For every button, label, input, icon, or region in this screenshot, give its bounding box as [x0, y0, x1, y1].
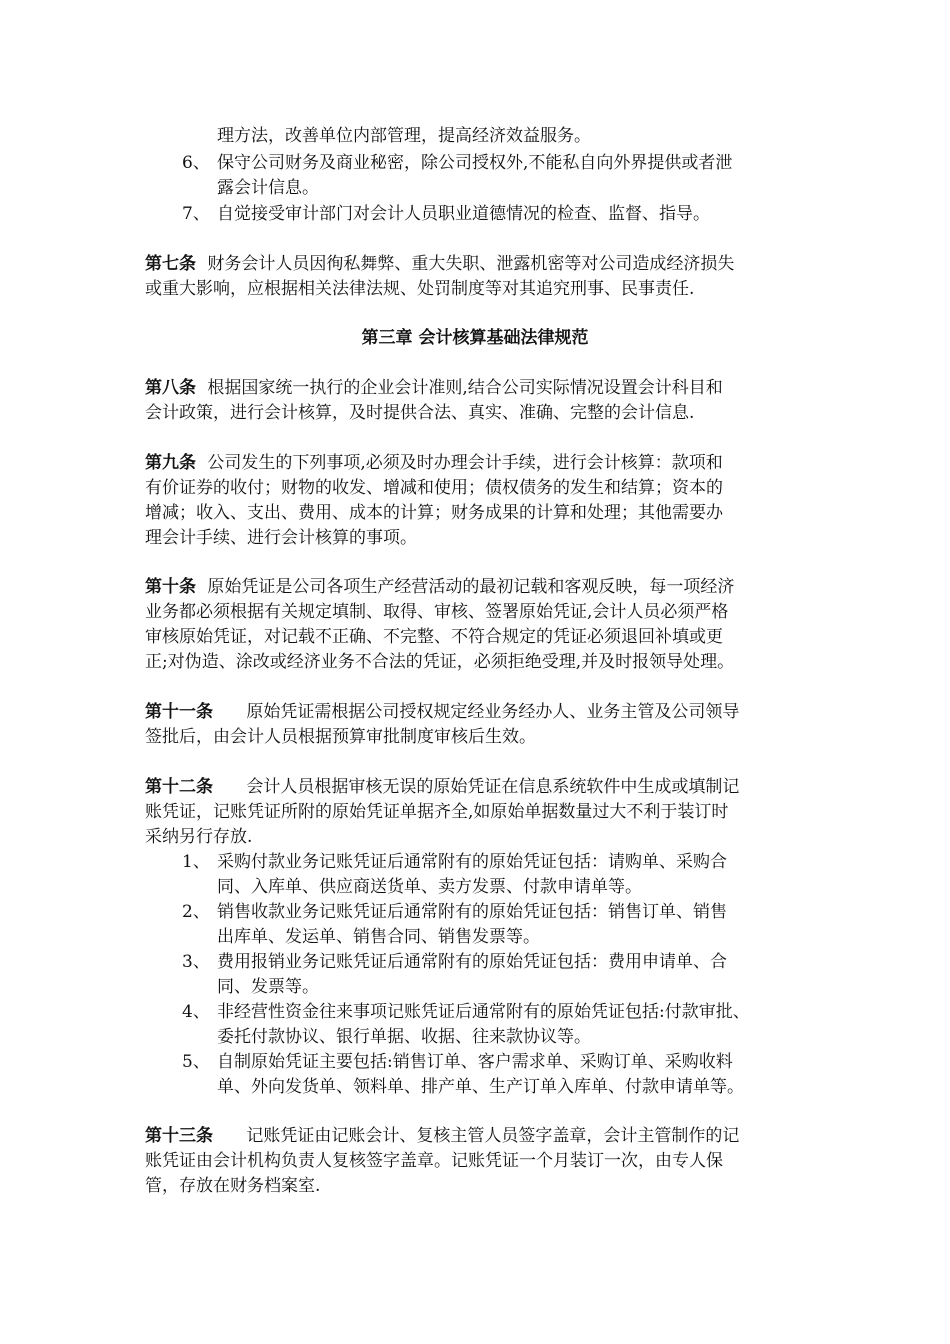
article-12-item-5-line-1: 自制原始凭证主要包括:销售订单、客户需求单、采购订单、采购收料 — [217, 1052, 733, 1072]
article-10-line-3: 审核原始凭证，对记载不正确、不完整、不符合规定的凭证必须退回补填或更 — [145, 627, 723, 647]
article-9-line-1 — [145, 451, 723, 476]
article-11-label: 第十一条 — [145, 702, 213, 722]
article-10-text-1: 原始凭证是公司各项生产经营活动的最初记载和客观反映，每一项经济 — [207, 577, 735, 597]
article-12-line-2: 账凭证，记账凭证所附的原始凭证单据齐全,如原始单据数量过大不利于装订时 — [145, 802, 729, 822]
article-12-item-1-number: 1、 — [182, 852, 210, 872]
article-9-line-3: 增减；收入、支出、费用、成本的计算；财务成果的计算和处理；其他需要办 — [145, 503, 723, 523]
article-10-label: 第十条 — [145, 577, 196, 597]
article-8-line-1 — [145, 376, 723, 401]
list-item-7-line-1: 自觉接受审计部门对会计人员职业道德情况的检查、监督、指导。 — [217, 204, 710, 224]
article-12-item-5-line-2: 单、外向发货单、领料单、排产单、生产订单入库单、付款申请单等。 — [217, 1077, 744, 1097]
article-11-text-1: 原始凭证需根据公司授权规定经业务经办人、业务主管及公司领导 — [246, 702, 740, 722]
article-12-text-1: 会计人员根据审核无误的原始凭证在信息系统软件中生成或填制记 — [246, 777, 740, 797]
article-12-item-2-number: 2、 — [182, 902, 210, 922]
list-item-6-line-2: 露会计信息。 — [217, 178, 319, 198]
list-item-6-number: 6、 — [182, 153, 210, 173]
article-9-line-2: 有价证券的收付；财物的收发、增减和使用；债权债务的发生和结算；资本的 — [145, 478, 723, 498]
article-12-item-2-line-1: 销售收款业务记账凭证后通常附有的原始凭证包括：销售订单、销售 — [217, 902, 727, 922]
article-13-line-1 — [145, 1124, 739, 1149]
article-13-line-2: 账凭证由会计机构负责人复核签字盖章。记账凭证一个月装订一次，由专人保 — [145, 1151, 723, 1171]
article-11-line-2: 签批后，由会计人员根据预算审批制度审核后生效。 — [145, 727, 536, 747]
article-7-line-1 — [145, 252, 734, 277]
chapter-3-heading: 第三章 会计核算基础法律规范 — [361, 328, 589, 348]
article-12-item-2-line-2: 出库单、发运单、销售合同、销售发票等。 — [217, 927, 540, 947]
article-12-item-1-line-2: 同、入库单、供应商送货单、卖方发票、付款申请单等。 — [217, 877, 642, 897]
article-9-line-4: 理会计手续、进行会计核算的事项。 — [145, 528, 417, 548]
article-12-item-1-line-1: 采购付款业务记账凭证后通常附有的原始凭证包括：请购单、采购合 — [217, 852, 727, 872]
article-13-text-1: 记账凭证由记账会计、复核主管人员签字盖章，会计主管制作的记 — [246, 1126, 740, 1146]
article-12-item-4-line-2: 委托付款协议、银行单据、收据、往来款协议等。 — [217, 1027, 591, 1047]
article-8-line-2: 会计政策，进行会计核算，及时提供合法、真实、准确、完整的会计信息. — [145, 403, 695, 423]
article-12-item-3-line-2: 同、发票等。 — [217, 977, 319, 997]
list-item-5-tail: 理方法，改善单位内部管理，提高经济效益服务。 — [217, 126, 591, 146]
article-12-item-4-number: 4、 — [182, 1002, 210, 1022]
list-item-7-number: 7、 — [182, 204, 210, 224]
article-9-text-1: 公司发生的下列事项,必须及时办理会计手续，进行会计核算：款项和 — [207, 453, 723, 473]
list-item-6-line-1: 保守公司财务及商业秘密，除公司授权外,不能私自向外界提供或者泄 — [217, 153, 733, 173]
article-8-text-1: 根据国家统一执行的企业会计准则,结合公司实际情况设置会计科目和 — [207, 378, 723, 398]
article-12-item-3-line-1: 费用报销业务记账凭证后通常附有的原始凭证包括：费用申请单、合 — [217, 952, 727, 972]
article-12-item-4-line-1: 非经营性资金往来事项记账凭证后通常附有的原始凭证包括:付款审批、 — [217, 1002, 750, 1022]
article-8-label: 第八条 — [145, 378, 196, 398]
article-12-line-3: 采纳另行存放. — [145, 827, 253, 847]
article-7-line-2: 或重大影响，应根据相关法律法规、处罚制度等对其追究刑事、民事责任. — [145, 279, 695, 299]
article-12-item-3-number: 3、 — [182, 952, 210, 972]
article-9-label: 第九条 — [145, 453, 196, 473]
article-12-line-1 — [145, 775, 739, 800]
article-7-label: 第七条 — [145, 254, 196, 274]
article-10-line-2: 业务都必须根据有关规定填制、取得、审核、签署原始凭证,会计人员必须严格 — [145, 602, 729, 622]
article-12-label: 第十二条 — [145, 777, 213, 797]
article-10-line-4: 正;对伪造、涂改或经济业务不合法的凭证，必须拒绝受理,并及时报领导处理。 — [145, 652, 735, 672]
article-13-label: 第十三条 — [145, 1126, 213, 1146]
article-13-line-3: 管，存放在财务档案室. — [145, 1176, 321, 1196]
article-10-line-1 — [145, 575, 734, 600]
article-11-line-1 — [145, 700, 739, 725]
article-12-item-5-number: 5、 — [182, 1052, 210, 1072]
article-7-text-1: 财务会计人员因徇私舞弊、重大失职、泄露机密等对公司造成经济损失 — [207, 254, 735, 274]
